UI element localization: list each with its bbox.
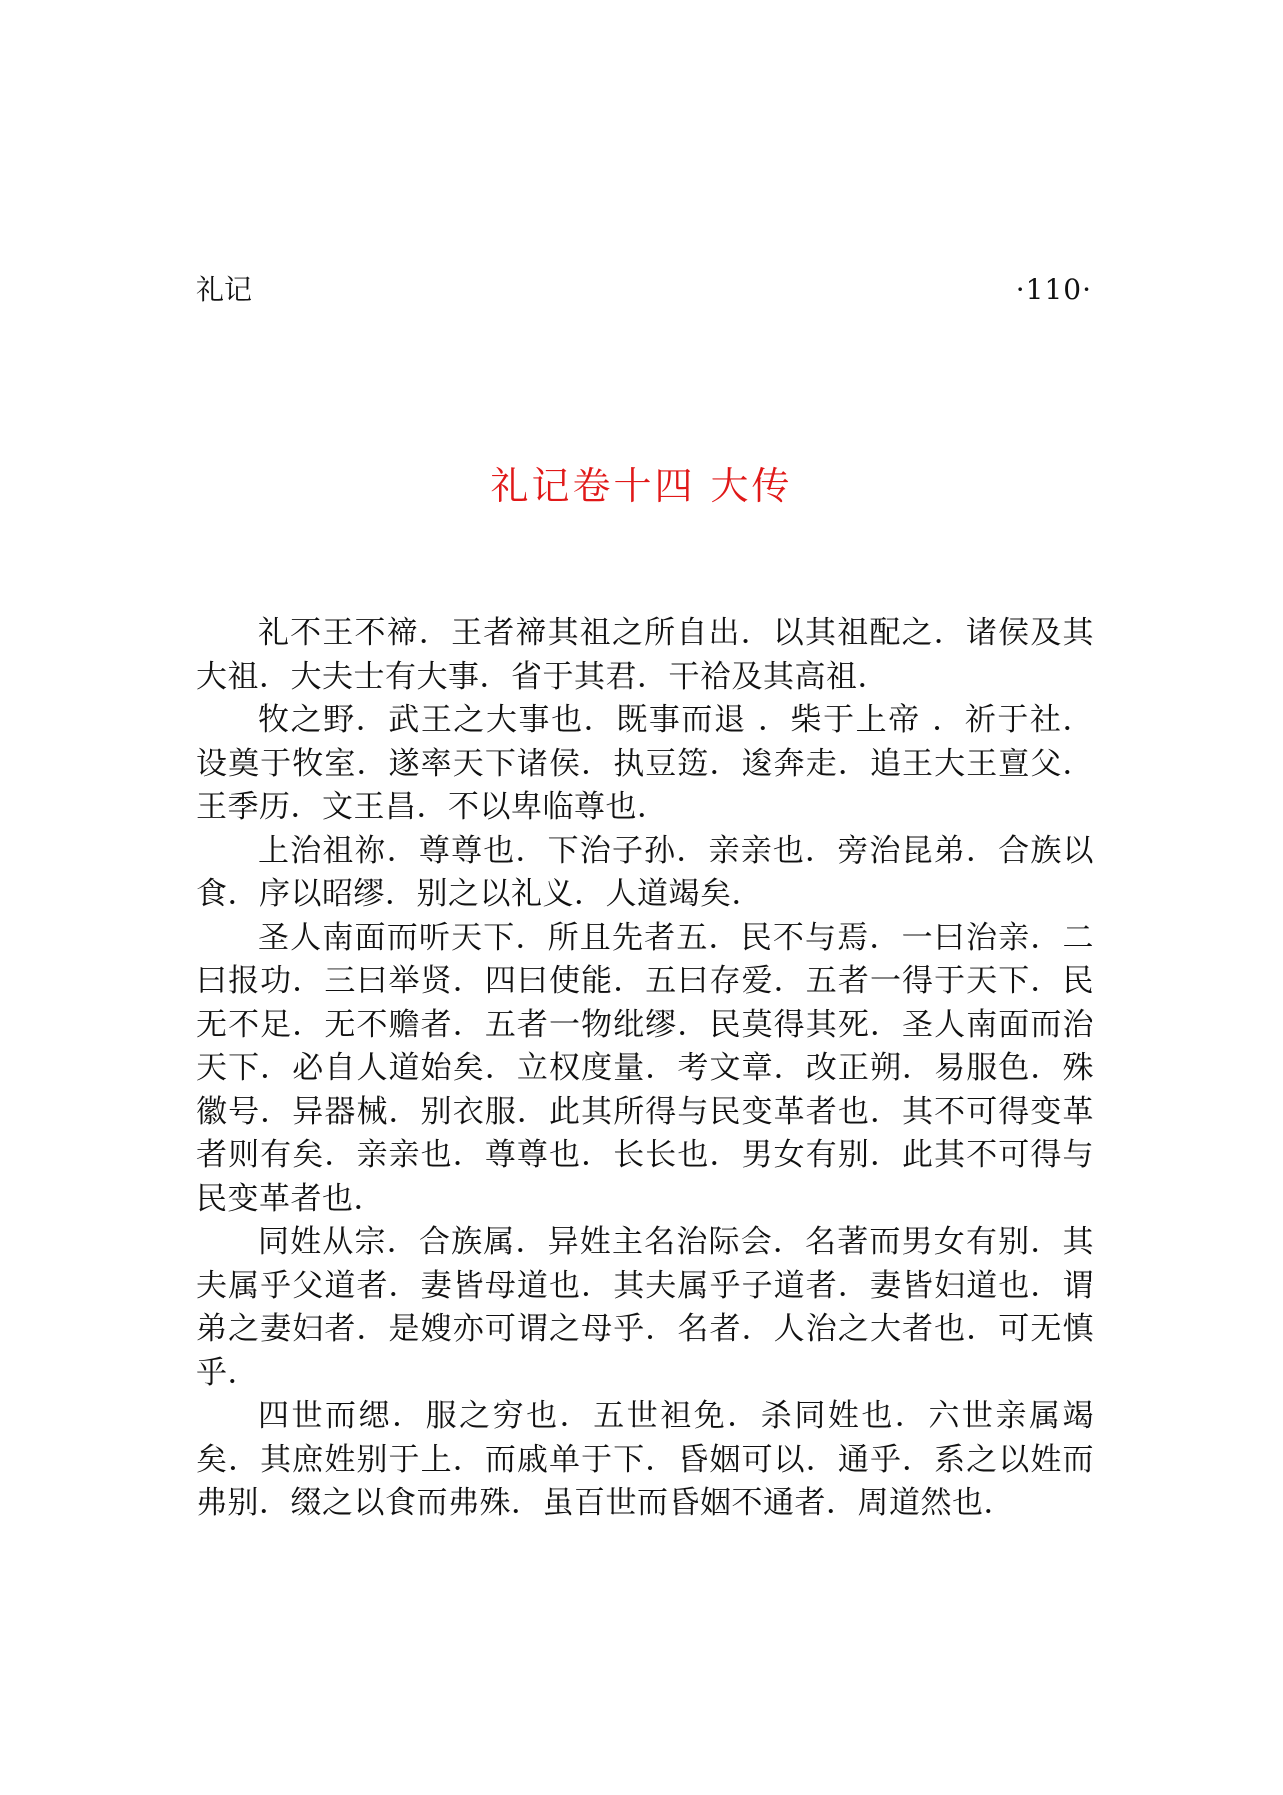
chapter-title: 礼记卷十四 大传 xyxy=(490,464,793,508)
paragraph: 圣人南面而听天下．所且先者五．民不与焉．一曰治亲．二曰报功．三曰举贤．四曰使能．五曰存爱．五者一得于天下．民无不足．无不赡者．五者一物纰缪．民莫得其死．圣人南面而治天下．必自人道始矣．立权度量．考文章．改正朔．易服色．殊徽号．异器械．别衣服．此其所得与民变革者也．其不可得变革者则有矣．亲亲也．尊尊也．长长也．男女有别．此其不可得与民变革者也． xyxy=(196,919,1094,1217)
paragraph: 上治祖祢．尊尊也．下治子孙．亲亲也．旁治昆弟．合族以食．序以昭缪．别之以礼义．人道竭矣． xyxy=(196,832,1094,912)
header-book-title: 礼记 xyxy=(196,273,253,306)
paragraph: 礼不王不禘．王者禘其祖之所自出．以其祖配之．诸侯及其大祖．大夫士有大事．省于其君．干祫及其高祖． xyxy=(196,615,1094,695)
header-page-number: ·110· xyxy=(1015,273,1092,306)
paragraph: 四世而缌．服之穷也．五世袒免．杀同姓也．六世亲属竭矣．其庶姓别于上．而戚单于下．昏姻可以．通乎．系之以姓而弗别．缀之以食而弗殊．虽百世而昏姻不通者．周道然也． xyxy=(196,1398,1094,1521)
running-header xyxy=(196,270,1092,310)
paragraph: 牧之野．武王之大事也．既事而退 ．柴于上帝 ．祈于社．设奠于牧室．遂率天下诸侯．执豆笾．逡奔走．追王大王亶父．王季历．文王昌．不以卑临尊也． xyxy=(196,702,1094,825)
paragraph: 同姓从宗．合族属．异姓主名治际会．名著而男女有别．其夫属乎父道者．妻皆母道也．其夫属乎子道者．妻皆妇道也．谓弟之妻妇者．是嫂亦可谓之母乎．名者．人治之大者也．可无慎乎． xyxy=(196,1224,1094,1391)
body-text xyxy=(196,612,1094,1526)
